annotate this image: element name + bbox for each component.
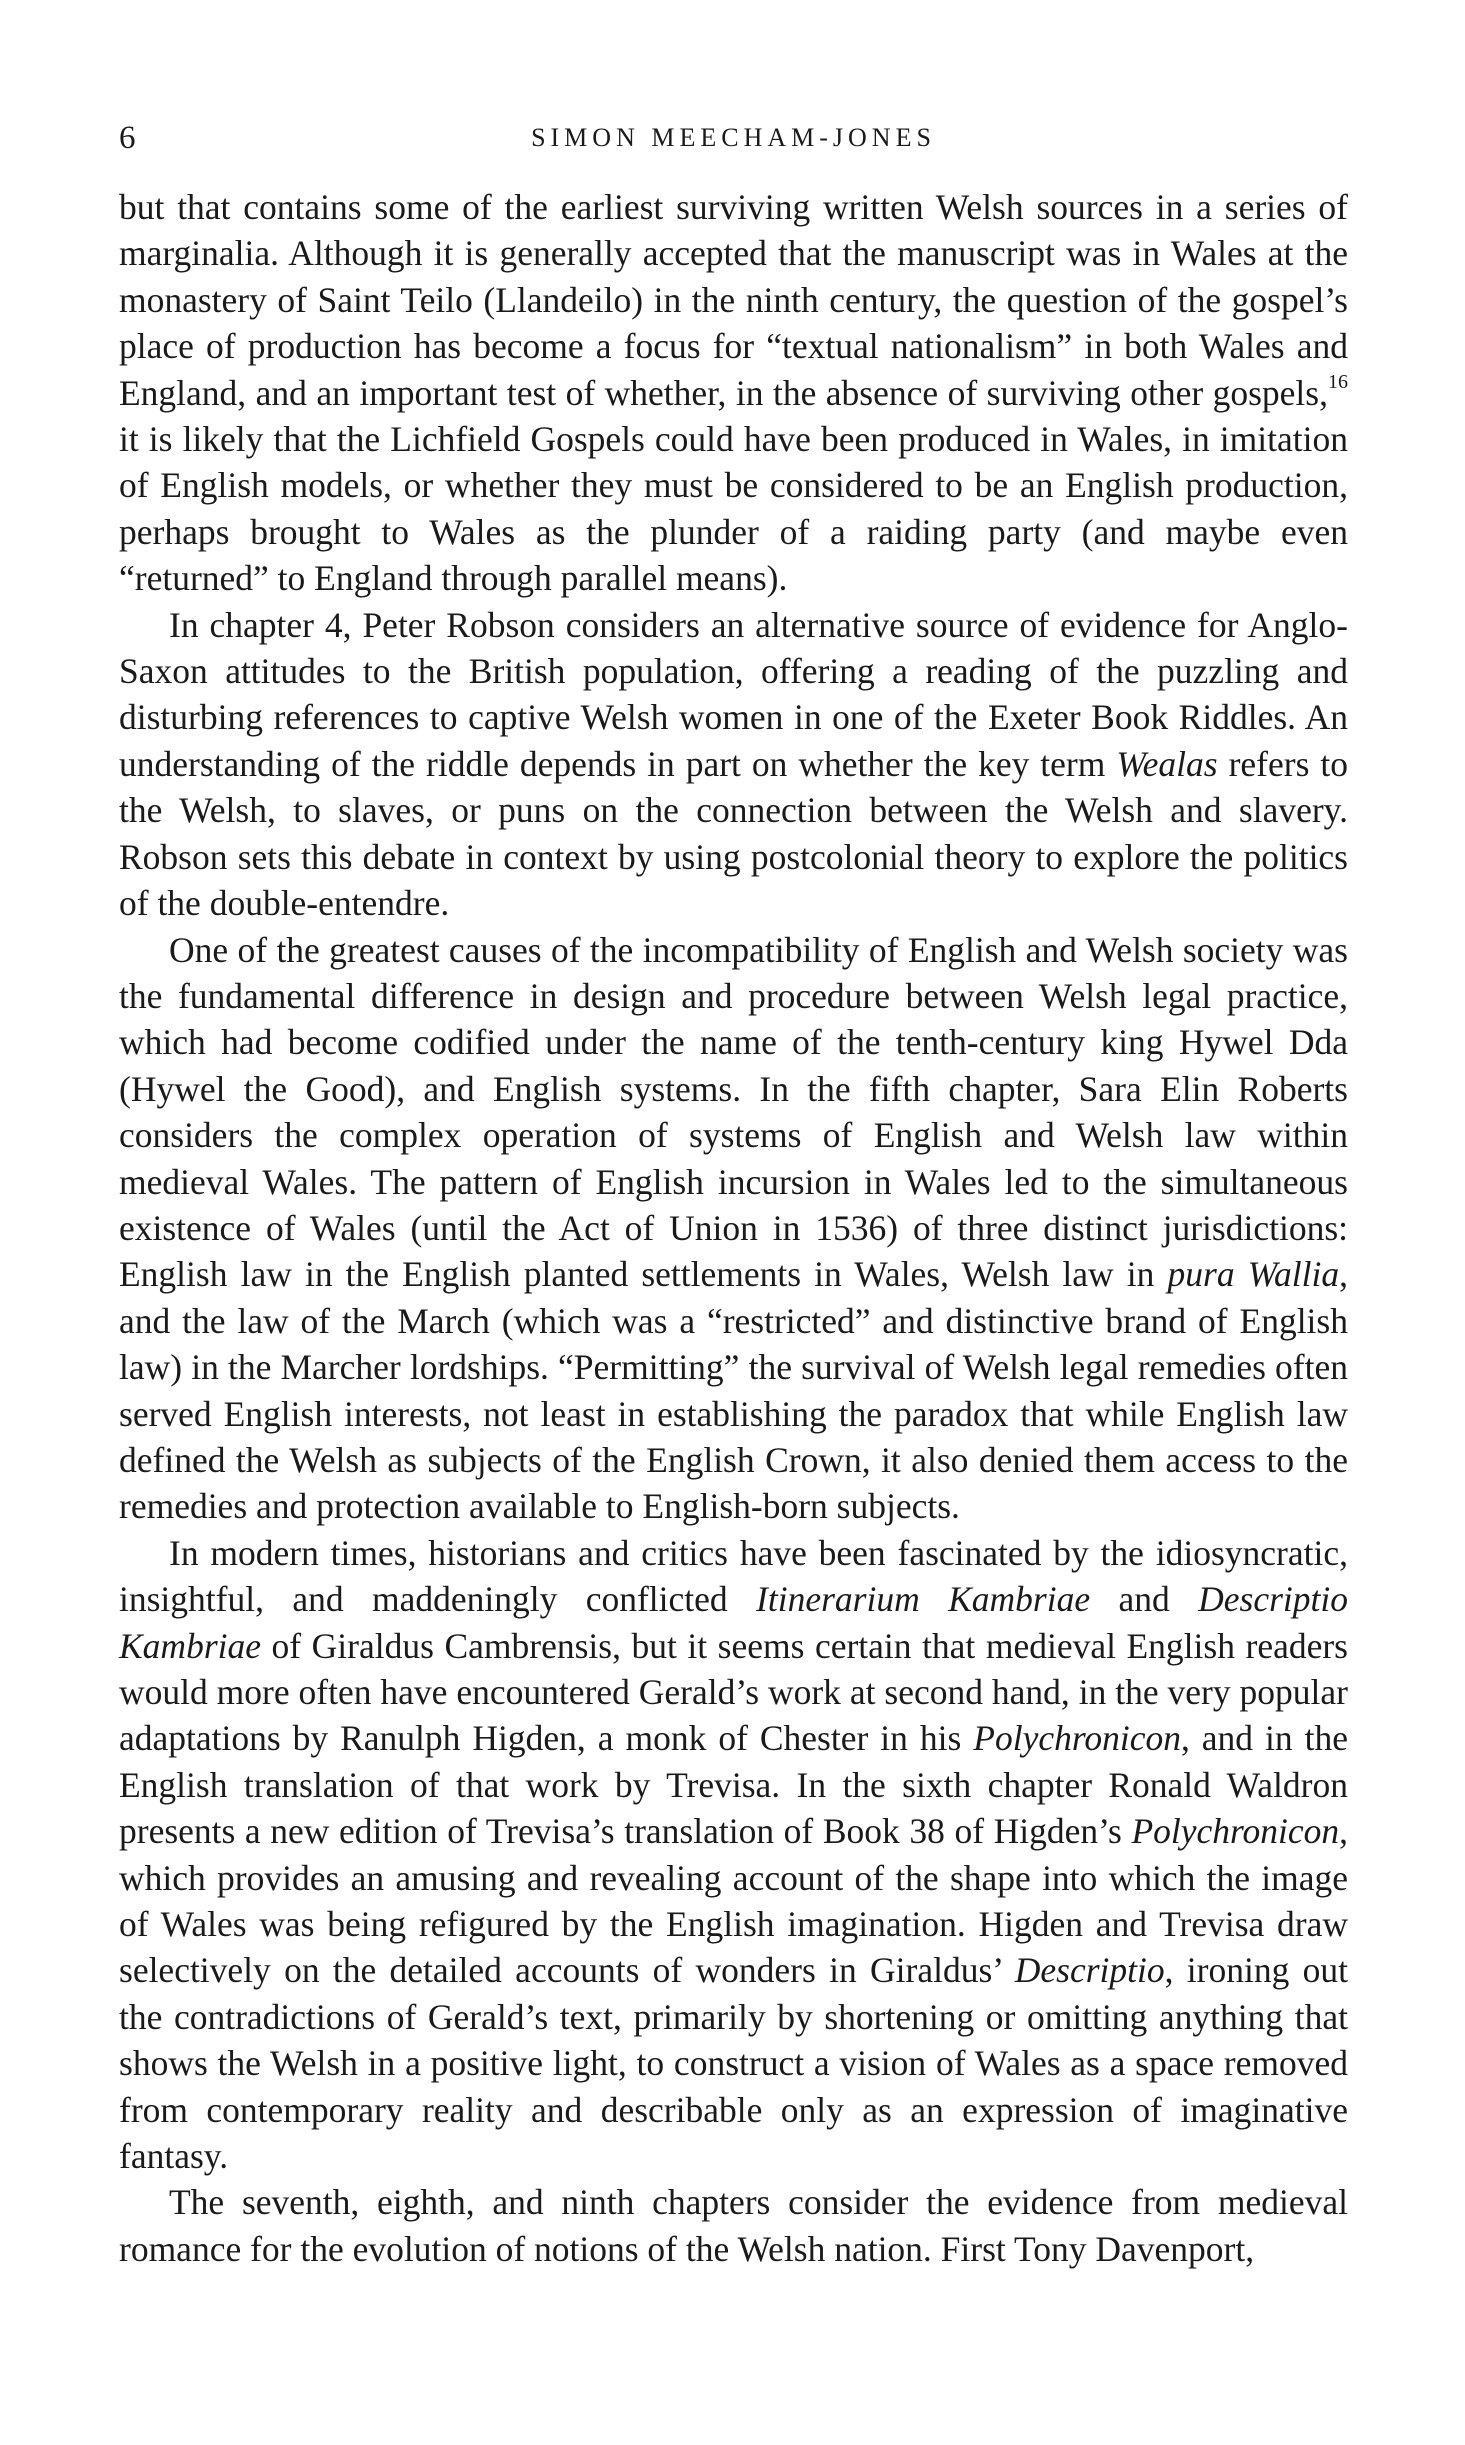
footnote-marker: 16 [1328, 370, 1348, 393]
italic-title: Descriptio Kambriae [119, 1579, 1348, 1666]
paragraph-1: but that contains some of the earliest surviving written Welsh sources in a series of marginalia. Although it is generally accepted that the manuscript was in Wales at the monastery of Saint Teilo (Llandeilo) in the ninth century, the question of the gospel’s place of production has become a focus for “textual nationalism” in both Wales and England, and an important test of whether, in the absence of surviving other gospels,$^{16}$ it is likely that the Lichfield Gospels could have been produced in Wales, in imitation of English models, or whether they must be considered to be an English production, perhaps brought to Wales as the plunder of a raiding party (and maybe even “returned” to England through parallel means). [119, 187, 1348, 599]
paragraph-5: The seventh, eighth, and ninth chapters consider the evidence from medieval romance for the evolution of notions of the Welsh nation. First Tony Davenport, [119, 2182, 1348, 2269]
italic-title: Polychronicon [1131, 1811, 1340, 1852]
running-title: SIMON MEECHAM-JONES [531, 123, 936, 152]
paragraph-2: In chapter 4, Peter Robson considers an alternative source of evidence for Anglo-Saxon attitudes to the British population, offering a reading of the puzzling and disturbing references to captive Welsh women in one of the Exeter Book Riddles. An understanding of the riddle depends in part on whether the key term Wealas refers to the Welsh, to slaves, or puns on the connection between the Welsh and slavery. Robson sets this debate in context by using postcolonial theory to explore the politics of the double-entendre. [119, 604, 1348, 924]
italic-title: Polychronicon [973, 1718, 1181, 1759]
italic-term: Wealas [1116, 743, 1218, 784]
running-head [119, 112, 1348, 164]
page-number: 6 [119, 120, 136, 156]
italic-title: Itinerarium Kambriae [756, 1579, 1091, 1620]
paragraph-3: One of the greatest causes of the incompatibility of English and Welsh society was the fundamental difference in design and procedure between Welsh legal practice, which had become codified under the name of the tenth-century king Hywel Dda (Hywel the Good), and English systems. In the fifth chapter, Sara Elin Roberts considers the complex operation of systems of English and Welsh law within medieval Wales. The pattern of English incursion in Wales led to the simultaneous existence of Wales (until the Act of Union in 1536) of three distinct jurisdictions: English law in the English planted settlements in Wales, Welsh law in pura Wallia, and the law of the March (which was a “restricted” and distinctive brand of English law) in the Marcher lordships. “Permitting” the survival of Welsh legal remedies often served English interests, not least in establishing the paradox that while English law defined the Welsh as subjects of the English Crown, it also denied them access to the remedies and protection available to English-born subjects. [119, 929, 1348, 1527]
body-text [119, 184, 1348, 2272]
italic-term: pura Wallia [1167, 1254, 1340, 1295]
paragraph-4: In modern times, historians and critics have been fascinated by the idiosyncratic, insightful, and maddeningly conflicted Itinerarium Kambriae and Descriptio Kambriae of Giraldus Cambrensis, but it seems certain that medieval English readers would more often have encountered Gerald’s work at second hand, in the very popular adaptations by Ranulph Higden, a monk of Chester in his Polychronicon, and in the English translation of that work by Trevisa. In the sixth chapter Ronald Waldron presents a new edition of Trevisa’s translation of Book 38 of Higden’s Polychronicon, which provides an amusing and revealing account of the shape into which the image of Wales was being refigured by the English imagination. Higden and Trevisa draw selectively on the detailed accounts of wonders in Giraldus’ Descriptio, ironing out the contradictions of Gerald’s text, primarily by shortening or omitting anything that shows the Welsh in a positive light, to construct a vision of Wales as a space removed from contemporary reality and describable only as an expression of imaginative fantasy. [119, 1532, 1348, 2177]
italic-title: Descriptio [1014, 1950, 1165, 1991]
book-page [119, 112, 1348, 2272]
